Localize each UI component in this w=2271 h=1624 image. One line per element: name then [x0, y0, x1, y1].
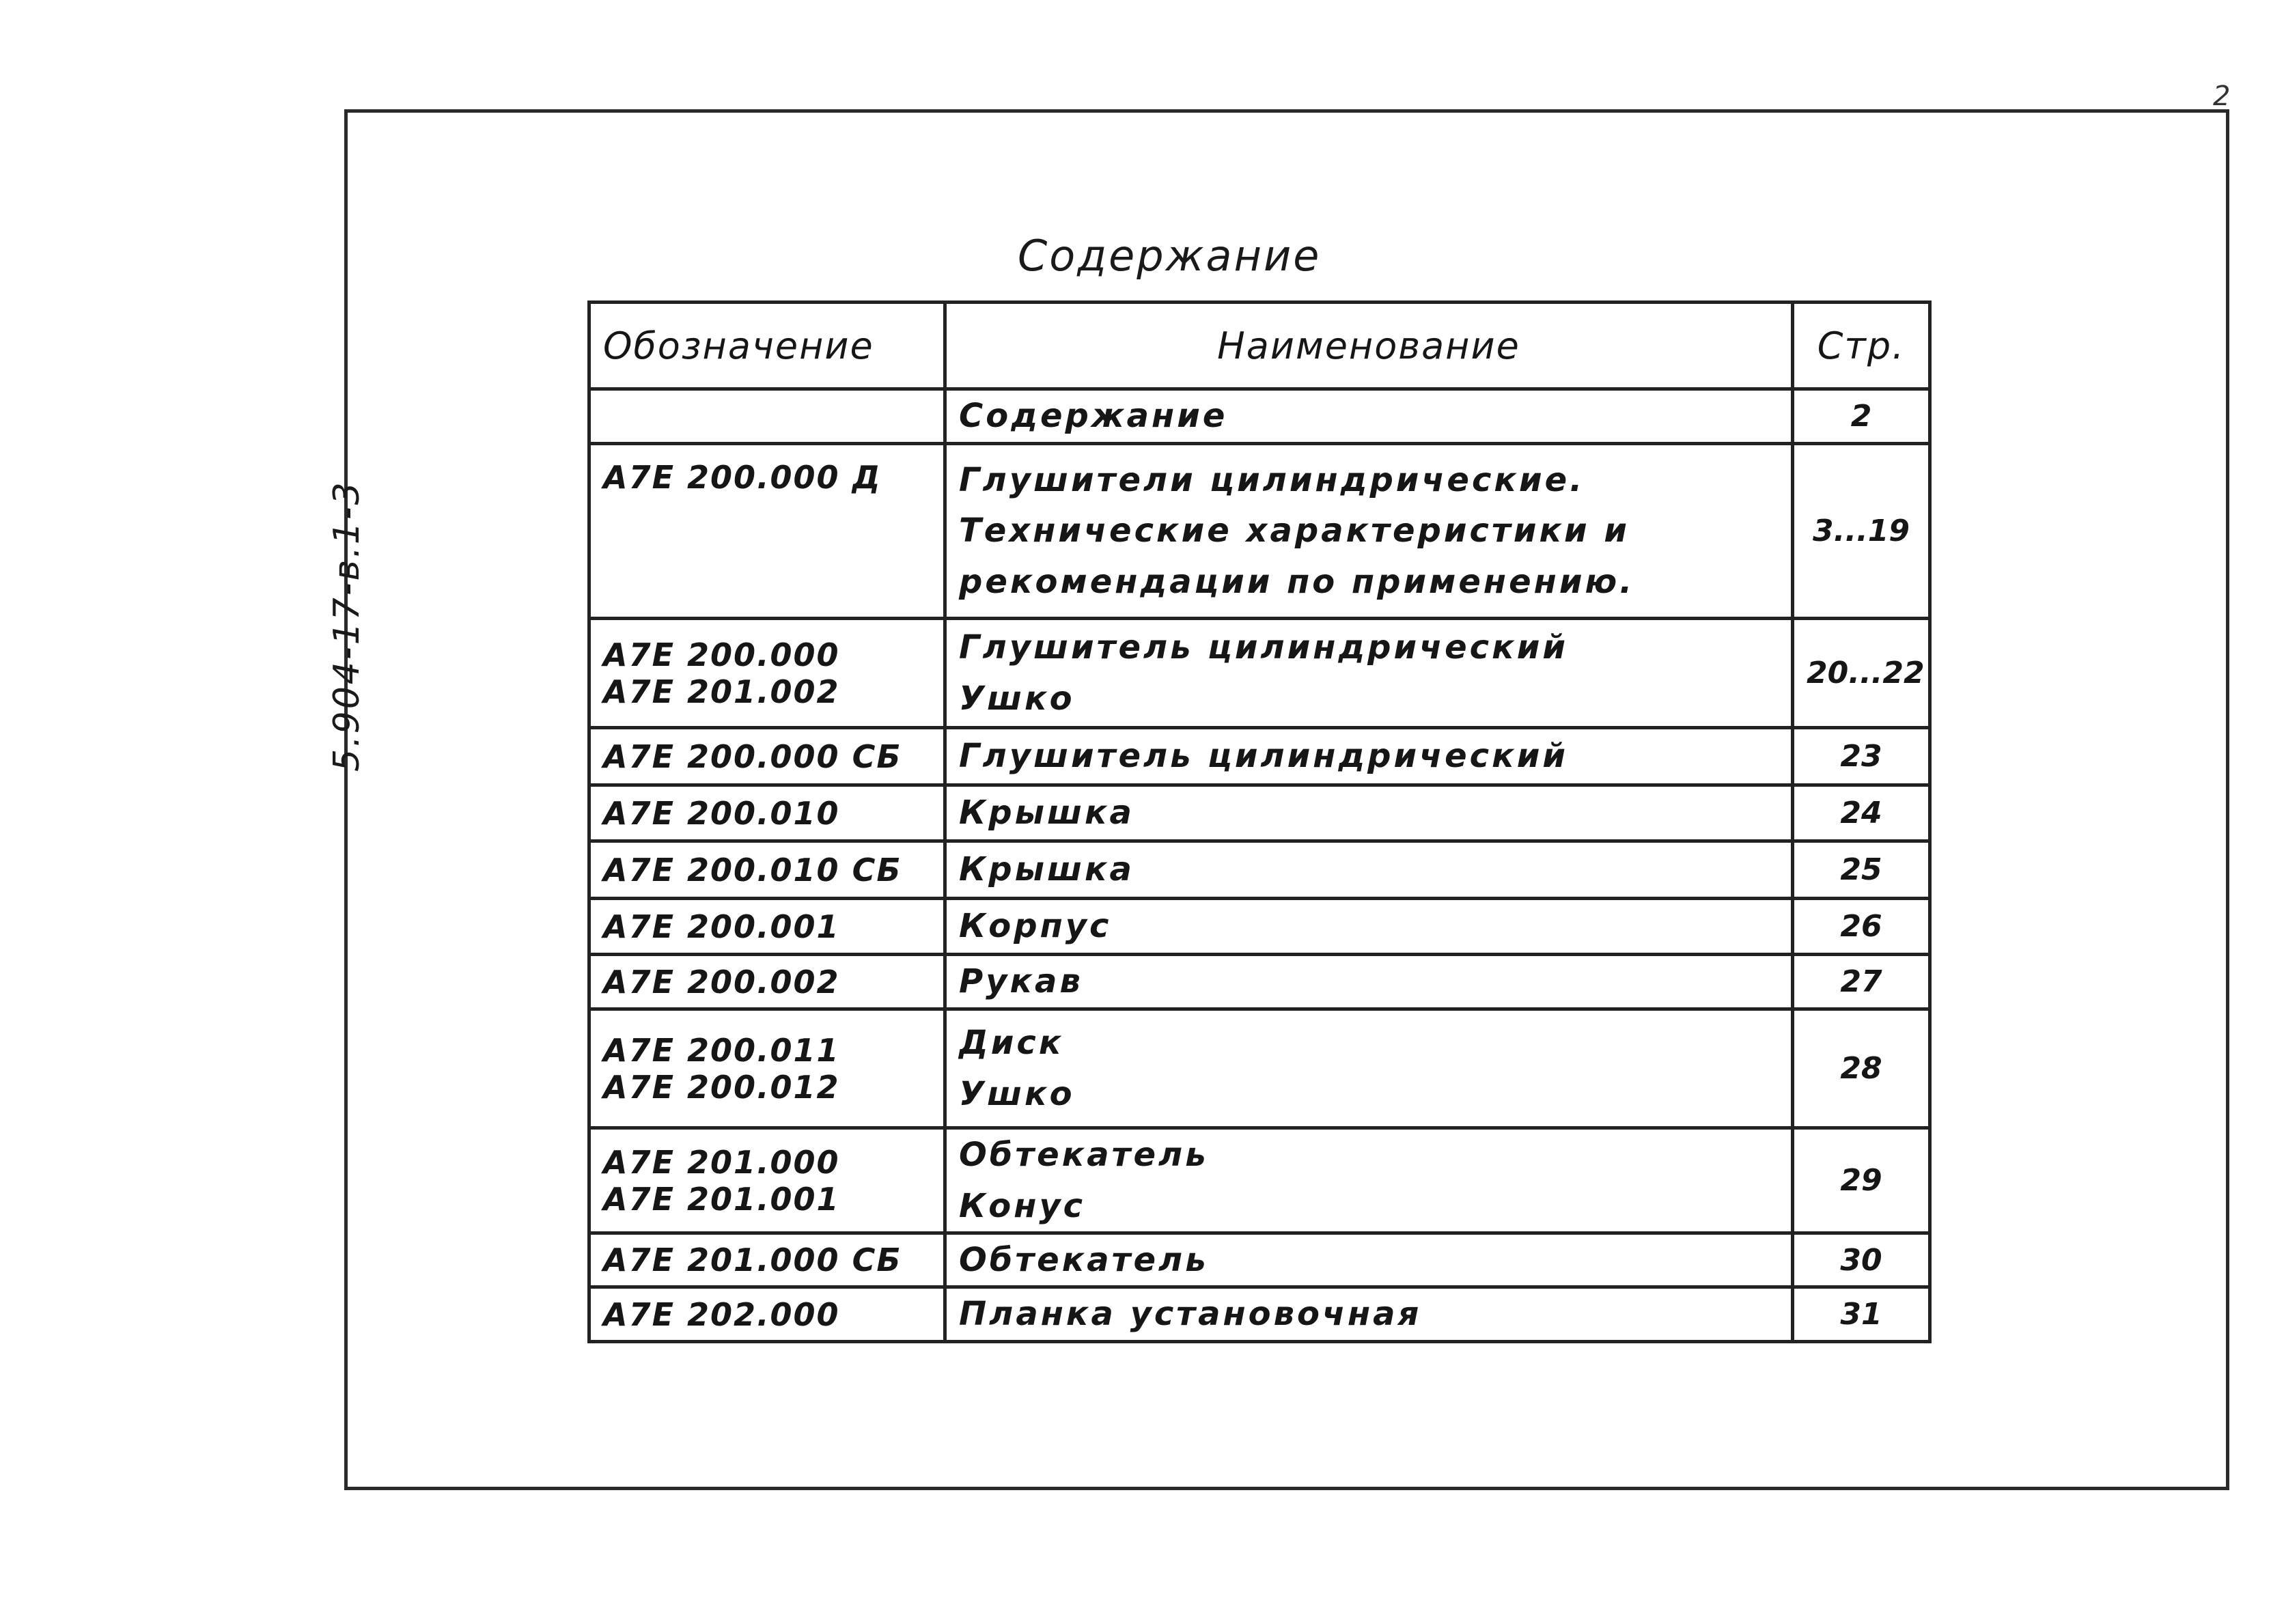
table-row: [589, 785, 1930, 841]
name-text: Крышка: [959, 794, 1134, 832]
designation-cell: [589, 444, 945, 619]
table-row: [589, 899, 1930, 955]
name-text: Ушко: [959, 1074, 1075, 1113]
designation-text: А7Е 201.000 СБ: [603, 1242, 902, 1279]
table-row: [589, 728, 1930, 785]
designation-cell: [589, 785, 945, 841]
table-header-row: [589, 303, 1930, 389]
name-text: Конус: [959, 1186, 1086, 1225]
designation-cell: [589, 1128, 945, 1233]
name-cell: [945, 444, 1793, 619]
designation-cell: [589, 1233, 945, 1287]
page-number: 2: [2213, 81, 2231, 112]
header-page: Стр.: [1793, 303, 1930, 389]
designation-cell: [589, 955, 945, 1009]
name-text: Глушитель цилиндрический: [959, 737, 1568, 776]
designation-text: А7Е 201.000: [603, 1143, 840, 1181]
name-cell: [945, 1009, 1793, 1128]
table-row: [589, 1233, 1930, 1287]
page-cell: 3...19: [1793, 444, 1930, 619]
name-text: Ушко: [959, 679, 1075, 718]
designation-cell: [589, 1287, 945, 1341]
designation-cell: [589, 619, 945, 728]
name-cell: [945, 955, 1793, 1009]
designation-text: А7Е 200.012: [603, 1068, 840, 1106]
name-cell: [945, 619, 1793, 728]
table-row: [589, 1128, 1930, 1233]
designation-text: А7Е 200.010 СБ: [603, 851, 902, 888]
name-cell: [945, 389, 1793, 444]
name-cell: [945, 899, 1793, 955]
contents-table: [587, 300, 1932, 1343]
page-cell: 31: [1793, 1287, 1930, 1341]
name-text: Крышка: [959, 850, 1134, 889]
page-cell: 27: [1793, 955, 1930, 1009]
designation-text: А7Е 200.000 Д: [603, 459, 882, 496]
designation-cell: [589, 1009, 945, 1128]
name-cell: [945, 841, 1793, 899]
page-cell: 29: [1793, 1128, 1930, 1233]
table-row: [589, 444, 1930, 619]
table-row: [589, 619, 1930, 728]
page-cell: 20...22: [1793, 619, 1930, 728]
page-cell: 26: [1793, 899, 1930, 955]
header-name: Наименование: [945, 303, 1793, 389]
designation-cell: [589, 841, 945, 899]
page-cell: 2: [1793, 389, 1930, 444]
designation-text: А7Е 200.011: [603, 1031, 840, 1069]
name-text: Обтекатель: [959, 1241, 1209, 1279]
designation-text: А7Е 202.000: [603, 1296, 840, 1333]
name-cell: [945, 785, 1793, 841]
name-text: Обтекатель: [959, 1136, 1209, 1175]
name-text: Корпус: [959, 907, 1112, 946]
name-cell: [945, 1233, 1793, 1287]
header-designation: Обозначение: [589, 303, 945, 389]
name-cell: [945, 1128, 1793, 1233]
table-row: [589, 955, 1930, 1009]
table-row: [589, 1287, 1930, 1341]
name-cell: [945, 728, 1793, 785]
table-row: [589, 1009, 1930, 1128]
designation-text: А7Е 200.010: [603, 794, 840, 832]
designation-cell: [589, 389, 945, 444]
document-code: 5.904-17-в.1-3: [326, 480, 367, 772]
page-cell: 28: [1793, 1009, 1930, 1128]
designation-text: А7Е 201.001: [603, 1180, 840, 1218]
designation-text: А7Е 201.002: [603, 673, 840, 710]
name-text: Диск: [959, 1024, 1064, 1063]
page-cell: 30: [1793, 1233, 1930, 1287]
page-cell: 25: [1793, 841, 1930, 899]
designation-text: А7Е 200.000 СБ: [603, 738, 902, 775]
name-text: Рукав: [959, 962, 1083, 1001]
name-text: Глушители цилиндрические. Технические характеристики и рекомендации по применению.: [959, 460, 1635, 601]
name-cell: [945, 1287, 1793, 1341]
page-cell: 24: [1793, 785, 1930, 841]
name-text: Содержание: [959, 397, 1228, 436]
page-title: Содержание: [1018, 231, 1322, 281]
table-row: [589, 841, 1930, 899]
table-row: [589, 389, 1930, 444]
name-text: Планка установочная: [959, 1295, 1422, 1334]
designation-text: А7Е 200.001: [603, 908, 840, 945]
page-cell: 23: [1793, 728, 1930, 785]
designation-text: А7Е 200.002: [603, 963, 840, 1000]
designation-text: А7Е 200.000: [603, 636, 840, 673]
name-text: Глушитель цилиндрический: [959, 628, 1568, 667]
designation-cell: [589, 728, 945, 785]
designation-cell: [589, 899, 945, 955]
